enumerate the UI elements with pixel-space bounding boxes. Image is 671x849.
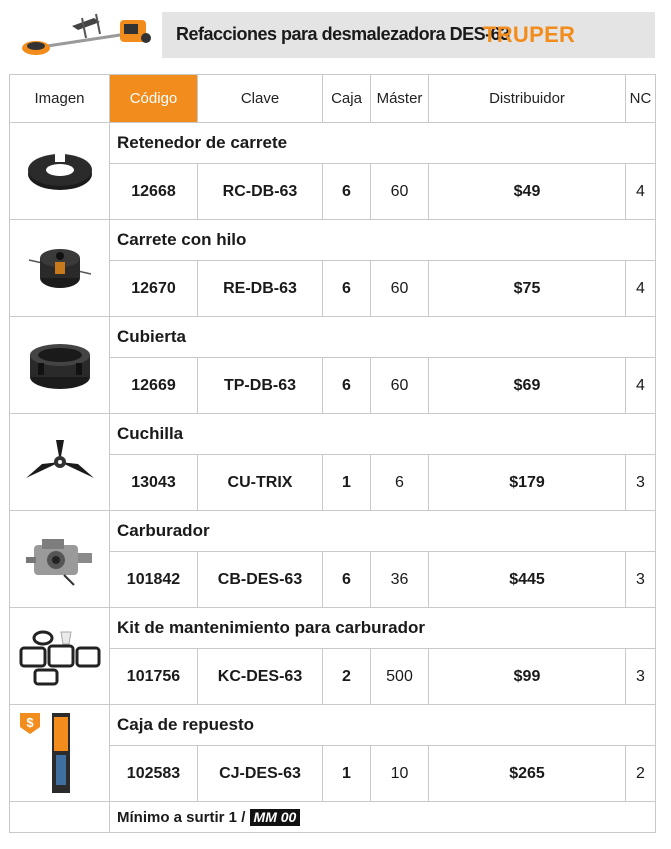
part-code: 12669 (110, 358, 198, 414)
part-name-row (10, 511, 656, 552)
mm-badge: MM 00 (250, 809, 301, 826)
column-header-imagen[interactable]: Imagen (10, 75, 110, 123)
distributor-price: $99 (429, 649, 626, 705)
parts-table (9, 74, 656, 833)
brush-cutter-icon (12, 8, 157, 60)
part-code: 13043 (110, 455, 198, 511)
part-image-cell (10, 608, 110, 705)
nc-value: 2 (626, 746, 656, 802)
nc-value: 3 (626, 649, 656, 705)
box-quantity: 2 (323, 649, 371, 705)
part-code: 101756 (110, 649, 198, 705)
box-quantity: 6 (323, 358, 371, 414)
part-name-row (10, 317, 656, 358)
distributor-price: $445 (429, 552, 626, 608)
distributor-price: $69 (429, 358, 626, 414)
distributor-price: $49 (429, 164, 626, 220)
part-key: TP-DB-63 (198, 358, 323, 414)
nc-value: 4 (626, 164, 656, 220)
part-image-cell (10, 414, 110, 511)
box-quantity: 1 (323, 746, 371, 802)
price-tag-icon (18, 711, 42, 735)
master-quantity: 60 (371, 164, 429, 220)
master-quantity: 60 (371, 358, 429, 414)
part-name-row (10, 220, 656, 261)
part-key: CB-DES-63 (198, 552, 323, 608)
distributor-price: $265 (429, 746, 626, 802)
spool-retainer-icon (10, 148, 109, 194)
part-name-row (10, 123, 656, 164)
master-quantity: 500 (371, 649, 429, 705)
part-code: 12668 (110, 164, 198, 220)
footer-empty-cell (10, 802, 110, 833)
part-code: 12670 (110, 261, 198, 317)
part-key: RC-DB-63 (198, 164, 323, 220)
footer-row (10, 802, 656, 833)
part-name: Caja de repuesto (110, 705, 656, 746)
page-title: Refacciones para desmalezadora DES-63 (176, 24, 510, 44)
carburetor-icon (10, 529, 109, 589)
footer-note (110, 802, 656, 833)
part-key: RE-DB-63 (198, 261, 323, 317)
distributor-price: $179 (429, 455, 626, 511)
nc-value: 4 (626, 261, 656, 317)
blade-icon (10, 438, 109, 486)
part-image-cell (10, 511, 110, 608)
column-header-nc[interactable]: NC (626, 75, 656, 123)
part-name: Retenedor de carrete (110, 123, 656, 164)
part-image-cell (10, 220, 110, 317)
part-name-row (10, 705, 656, 746)
column-header-codigo[interactable]: Código (110, 75, 198, 123)
distributor-price: $75 (429, 261, 626, 317)
part-key: CJ-DES-63 (198, 746, 323, 802)
part-image-cell (10, 123, 110, 220)
spool-with-line-icon (10, 240, 109, 296)
table-header-row (10, 75, 656, 123)
part-code: 102583 (110, 746, 198, 802)
part-image-cell (10, 705, 110, 802)
part-key: CU-TRIX (198, 455, 323, 511)
box-quantity: 6 (323, 261, 371, 317)
master-quantity: 60 (371, 261, 429, 317)
svg-text:$: $ (26, 715, 34, 730)
nc-value: 4 (626, 358, 656, 414)
box-quantity: 6 (323, 552, 371, 608)
box-quantity: 6 (323, 164, 371, 220)
nc-value: 3 (626, 455, 656, 511)
minimum-supply-text: Mínimo a surtir 1 / (117, 808, 246, 826)
box-quantity: 1 (323, 455, 371, 511)
master-quantity: 36 (371, 552, 429, 608)
part-name: Cubierta (110, 317, 656, 358)
cover-icon (10, 337, 109, 393)
part-code: 101842 (110, 552, 198, 608)
page-header (0, 0, 671, 70)
part-name: Kit de mantenimiento para carburador (110, 608, 656, 649)
master-quantity: 6 (371, 455, 429, 511)
nc-value: 3 (626, 552, 656, 608)
column-header-master[interactable]: Máster (371, 75, 429, 123)
column-header-clave[interactable]: Clave (198, 75, 323, 123)
part-name: Carrete con hilo (110, 220, 656, 261)
part-key: KC-DES-63 (198, 649, 323, 705)
part-image-cell (10, 317, 110, 414)
part-name-row (10, 608, 656, 649)
brand-logo: TRUPER (483, 22, 576, 47)
part-name: Cuchilla (110, 414, 656, 455)
column-header-caja[interactable]: Caja (323, 75, 371, 123)
part-name-row (10, 414, 656, 455)
column-header-distribuidor[interactable]: Distribuidor (429, 75, 626, 123)
part-name: Carburador (110, 511, 656, 552)
master-quantity: 10 (371, 746, 429, 802)
gasket-kit-icon (10, 626, 109, 686)
